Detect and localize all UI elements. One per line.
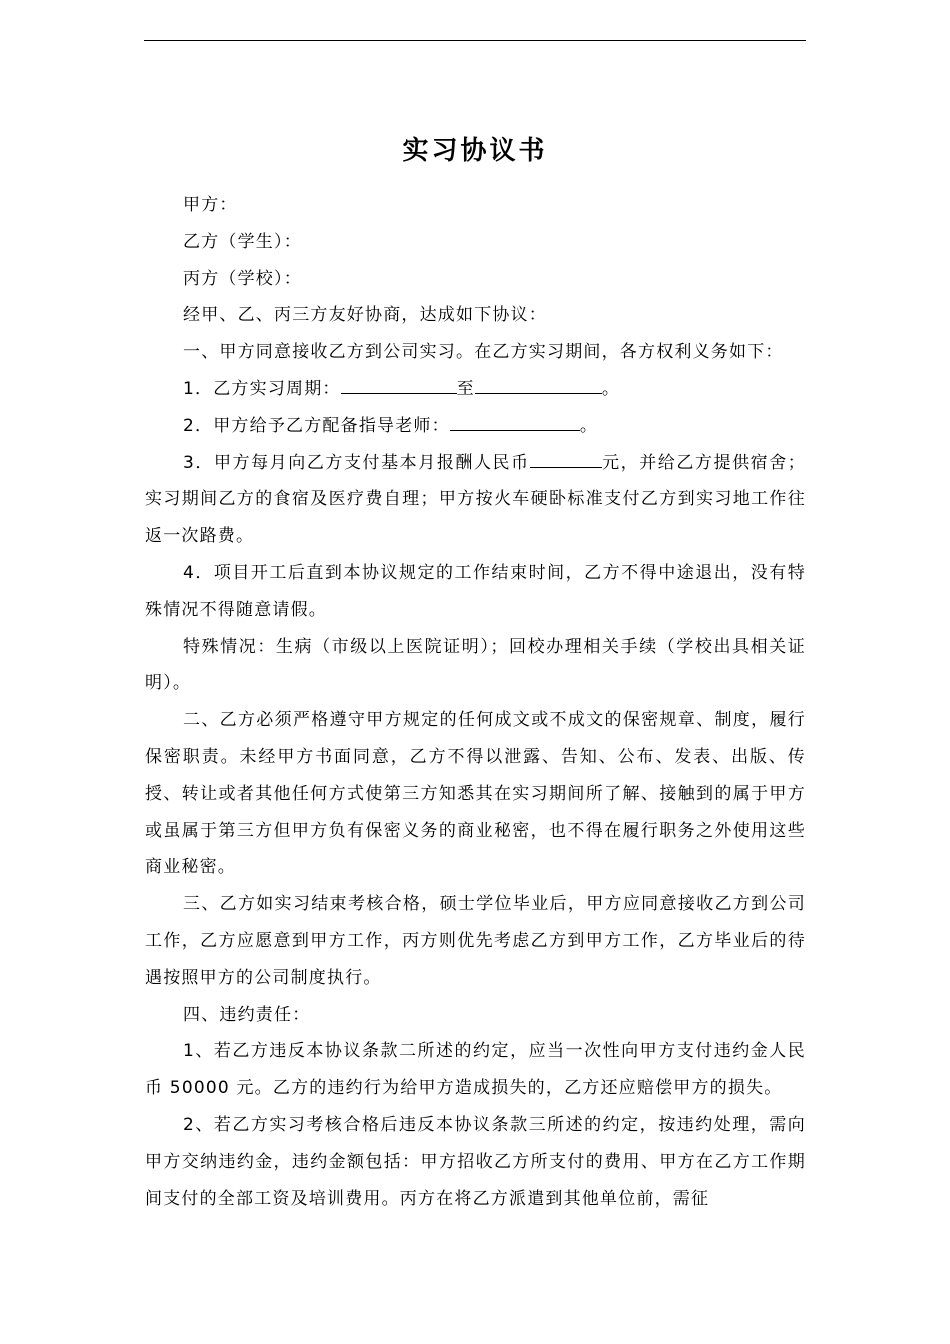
item-1-internship-period bbox=[145, 371, 806, 408]
item-3-suffix: 元，并给乙方提供宿舍；实习期间乙方的食宿及医疗费自理；甲方按火车硬卧标准支付乙方到实习地工作往返一次路费。 bbox=[145, 452, 806, 547]
item-2-mentor bbox=[145, 408, 806, 445]
item-1-middle: 至 bbox=[456, 378, 475, 399]
end-date-blank bbox=[475, 375, 602, 394]
section-3-employment: 三、乙方如实习结束考核合格，硕士学位毕业后，甲方应同意接收乙方到公司工作，乙方应愿意到甲方工作，丙方则优先考虑乙方到甲方工作，乙方毕业后的待遇按照甲方的公司制度执行。 bbox=[145, 894, 806, 988]
item-2-suffix: 。 bbox=[579, 415, 599, 436]
item-2-prefix: 2．甲方给予乙方配备指导老师： bbox=[183, 415, 450, 436]
document-body bbox=[145, 187, 806, 1217]
item-3-prefix: 3．甲方每月向乙方支付基本月报酬人民币 bbox=[183, 452, 530, 473]
item-1-suffix: 。 bbox=[601, 378, 621, 399]
item-4-no-withdrawal: 4．项目开工后直到本协议规定的工作结束时间，乙方不得中途退出，没有特殊情况不得随意请假。 bbox=[145, 562, 806, 620]
intro-paragraph: 经甲、乙、丙三方友好协商，达成如下协议： bbox=[183, 305, 547, 326]
start-date-blank bbox=[341, 375, 457, 394]
item-3-compensation bbox=[145, 445, 806, 555]
party-c-line: 丙方（学校）： bbox=[183, 268, 302, 289]
breach-clause-1: 1、若乙方违反本协议条款二所述的约定，应当一次性向甲方支付违约金人民币 50000 元。乙方的违约行为给甲方造成损失的，乙方还应赔偿甲方的损失。 bbox=[145, 1041, 806, 1099]
header-rule bbox=[144, 40, 806, 41]
document-title: 实习协议书 bbox=[402, 136, 548, 166]
party-a-line: 甲方： bbox=[183, 195, 238, 215]
section-1-heading: 一、甲方同意接收乙方到公司实习。在乙方实习期间，各方权利义务如下： bbox=[183, 342, 784, 363]
breach-clause-2: 2、若乙方实习考核合格后违反本协议条款三所述的约定，按违约处理，需向甲方交纳违约金，违约金额包括：甲方招收乙方所支付的费用、甲方在乙方工作期间支付的全部工资及培训费用。丙方在将乙方派遣到其他单位前，需征 bbox=[145, 1114, 806, 1209]
special-cases-paragraph: 特殊情况：生病（市级以上医院证明）；回校办理相关手续（学校出具相关证明）。 bbox=[145, 636, 806, 694]
section-4-heading: 四、违约责任： bbox=[183, 1004, 311, 1025]
salary-blank bbox=[530, 449, 602, 468]
mentor-blank bbox=[450, 412, 580, 431]
party-b-line: 乙方（学生）： bbox=[183, 231, 302, 252]
section-2-confidentiality: 二、乙方必须严格遵守甲方规定的任何成文或不成文的保密规章、制度，履行保密职责。未经甲方书面同意，乙方不得以泄露、告知、公布、发表、出版、传授、转让或者其他任何方式使第三方知悉其在实习期间所了解、接触到的属于甲方或虽属于第三方但甲方负有保密义务的商业秘密，也不得在履行职务之外使用这些商业秘密。 bbox=[145, 710, 806, 878]
item-1-prefix: 1．乙方实习周期： bbox=[183, 378, 341, 399]
